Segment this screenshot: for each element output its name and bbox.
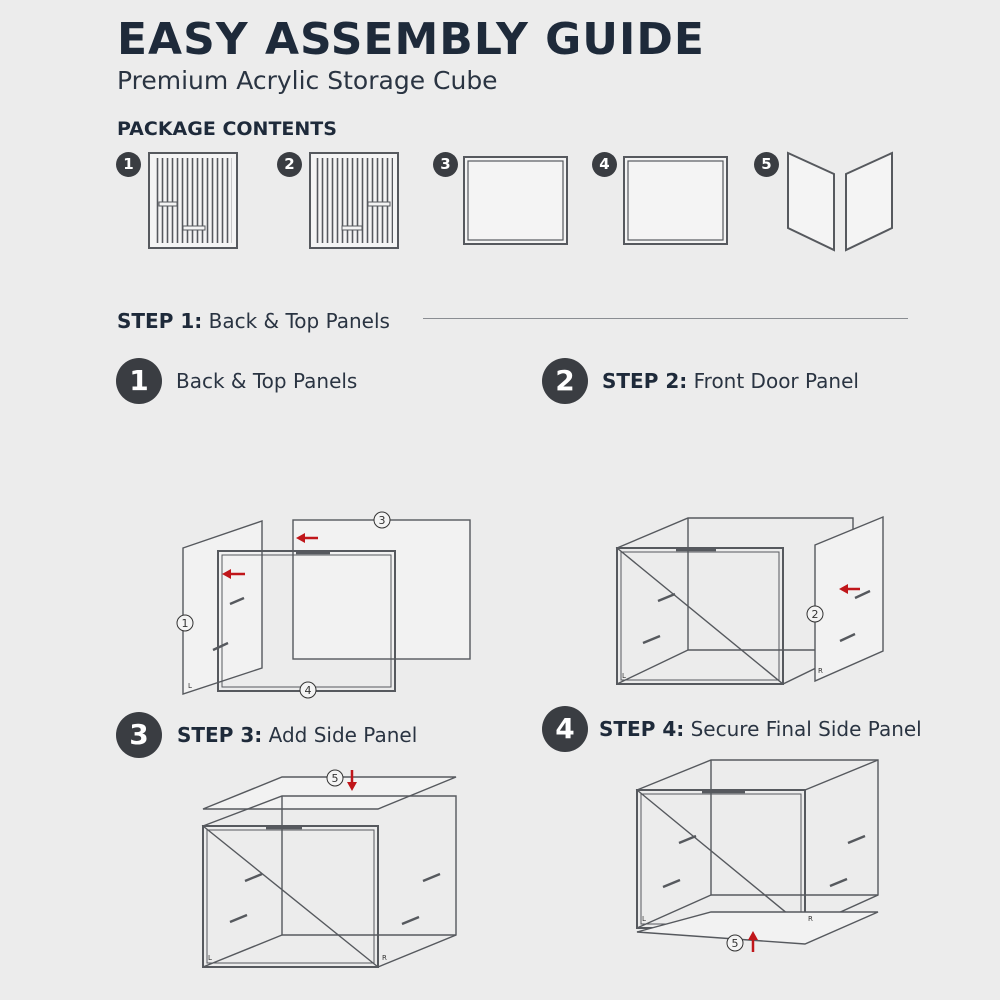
package-panel-4-illustration [624, 157, 727, 244]
right-mark-3: R [382, 954, 387, 962]
step-2-bold: STEP 2: [602, 369, 688, 393]
package-contents-heading: PACKAGE CONTENTS [117, 118, 337, 140]
callout-5-top: 5 [331, 772, 339, 785]
callout-5-bottom: 5 [731, 937, 739, 950]
step-3-bold: STEP 3: [177, 723, 263, 747]
step-2-illustration [617, 517, 883, 684]
callout-4: 4 [304, 684, 312, 697]
step-badge-3: 3 [116, 712, 162, 758]
left-mark-4: L [642, 915, 646, 923]
right-mark-2: R [818, 667, 823, 675]
package-item-badge-5: 5 [754, 152, 779, 177]
left-mark-2: L [622, 672, 626, 680]
step-4-illustration [637, 760, 878, 944]
left-mark-1: L [188, 682, 192, 690]
step-3-illustration [203, 777, 456, 967]
guide-title: EASY ASSEMBLY GUIDE [117, 14, 705, 65]
package-item-badge-4: 4 [592, 152, 617, 177]
step-4-text: Secure Final Side Panel [690, 717, 922, 741]
package-item-badge-3: 3 [433, 152, 458, 177]
callout-2: 2 [811, 608, 819, 621]
section-header-bold: STEP 1: [117, 309, 203, 333]
step-4-bold: STEP 4: [599, 717, 685, 741]
callout-1: 1 [181, 617, 189, 630]
callout-3: 3 [378, 514, 386, 527]
step-badge-1: 1 [116, 358, 162, 404]
step-badge-4: 4 [542, 706, 588, 752]
guide-subtitle: Premium Acrylic Storage Cube [117, 66, 498, 95]
section-header-text: Back & Top Panels [208, 309, 390, 333]
step-badge-2: 2 [542, 358, 588, 404]
package-item-badge-1: 1 [116, 152, 141, 177]
step-2-text: Front Door Panel [693, 369, 859, 393]
step-3-text: Add Side Panel [268, 723, 418, 747]
step-2-callouts [622, 606, 823, 680]
step-1-text: Back & Top Panels [176, 369, 358, 393]
package-panel-3-illustration [464, 157, 567, 244]
step-1-illustration [183, 520, 470, 694]
left-mark-3: L [208, 954, 212, 962]
package-panel-2-illustration [310, 153, 398, 248]
package-panel-1-illustration [149, 153, 237, 248]
package-panel-5-illustration [788, 153, 892, 250]
right-mark-4: R [808, 915, 813, 923]
package-item-badge-2: 2 [277, 152, 302, 177]
